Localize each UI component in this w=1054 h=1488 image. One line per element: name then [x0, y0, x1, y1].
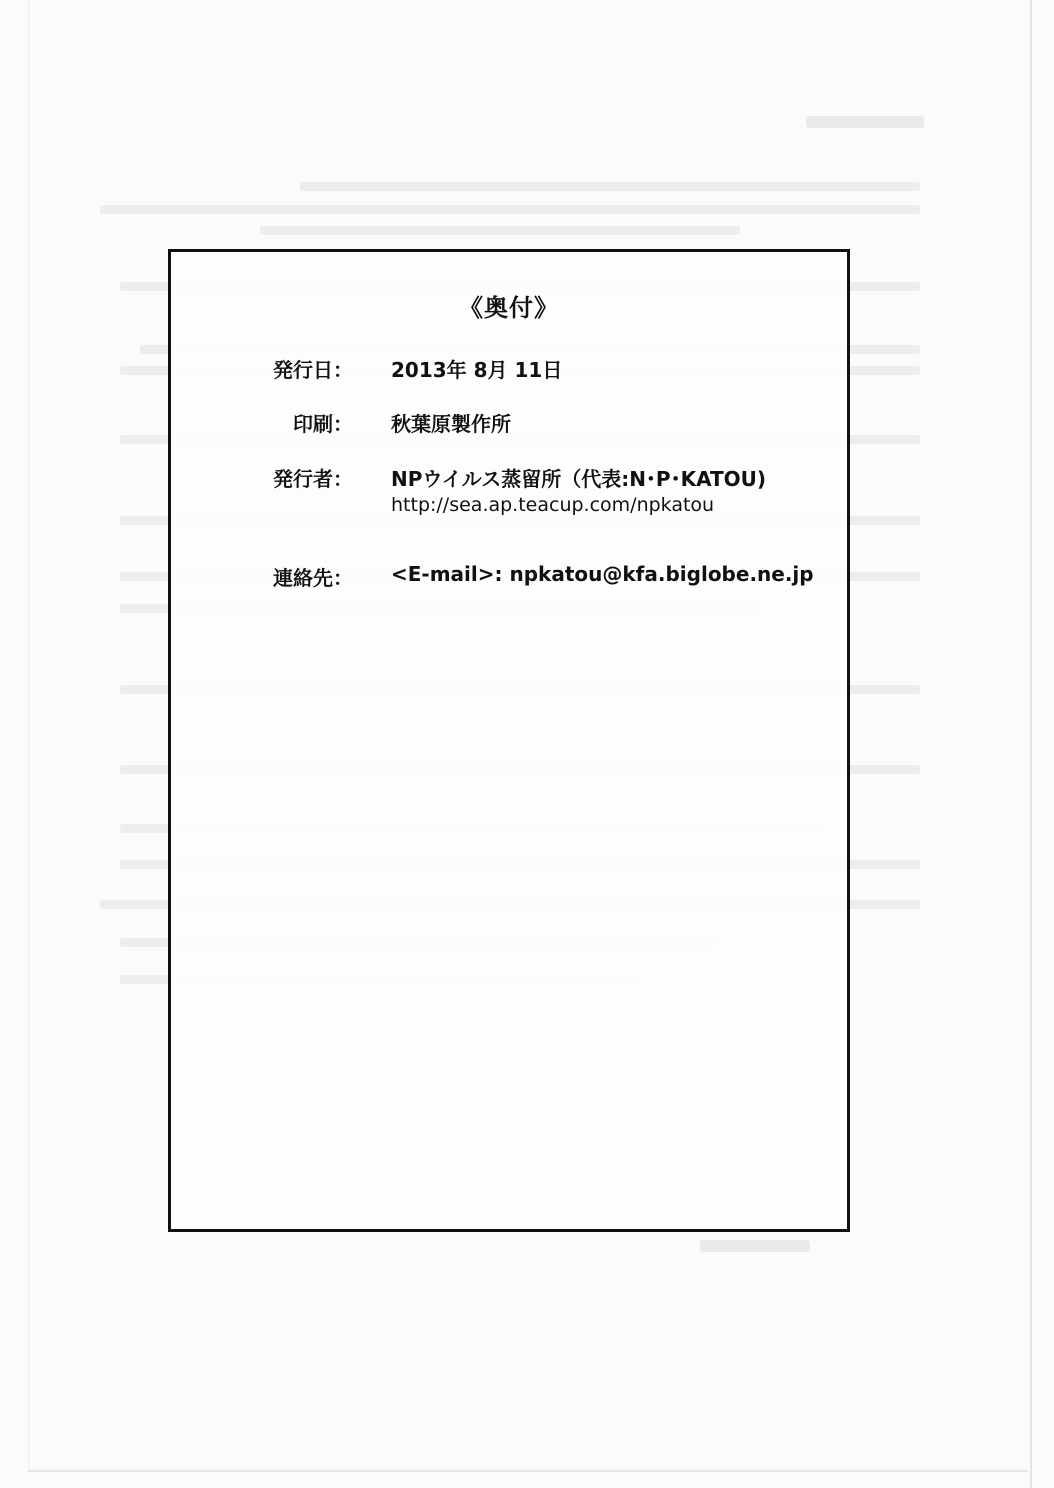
publish-date-value: 2013年 8月 11日: [391, 358, 563, 382]
colophon-box: [168, 249, 850, 1232]
publisher-url[interactable]: http://sea.ap.teacup.com/npkatou: [391, 494, 715, 516]
publish-date-label: 発行日：: [273, 358, 353, 382]
colophon-title: 《奥付》: [459, 294, 559, 322]
publisher-value: NPウイルス蒸留所（代表:N･P･KATOU): [391, 467, 767, 491]
printer-label: 印刷：: [293, 412, 353, 436]
contact-email[interactable]: <E-mail>: npkatou@kfa.biglobe.ne.jp: [391, 562, 814, 586]
publisher-label: 発行者：: [273, 467, 353, 491]
page-edge-left: [28, 0, 29, 1470]
contact-label: 連絡先：: [273, 566, 353, 590]
page-edge-bottom: [28, 1470, 1028, 1472]
page-edge-right: [1030, 0, 1032, 1488]
printer-value: 秋葉原製作所: [391, 412, 511, 436]
